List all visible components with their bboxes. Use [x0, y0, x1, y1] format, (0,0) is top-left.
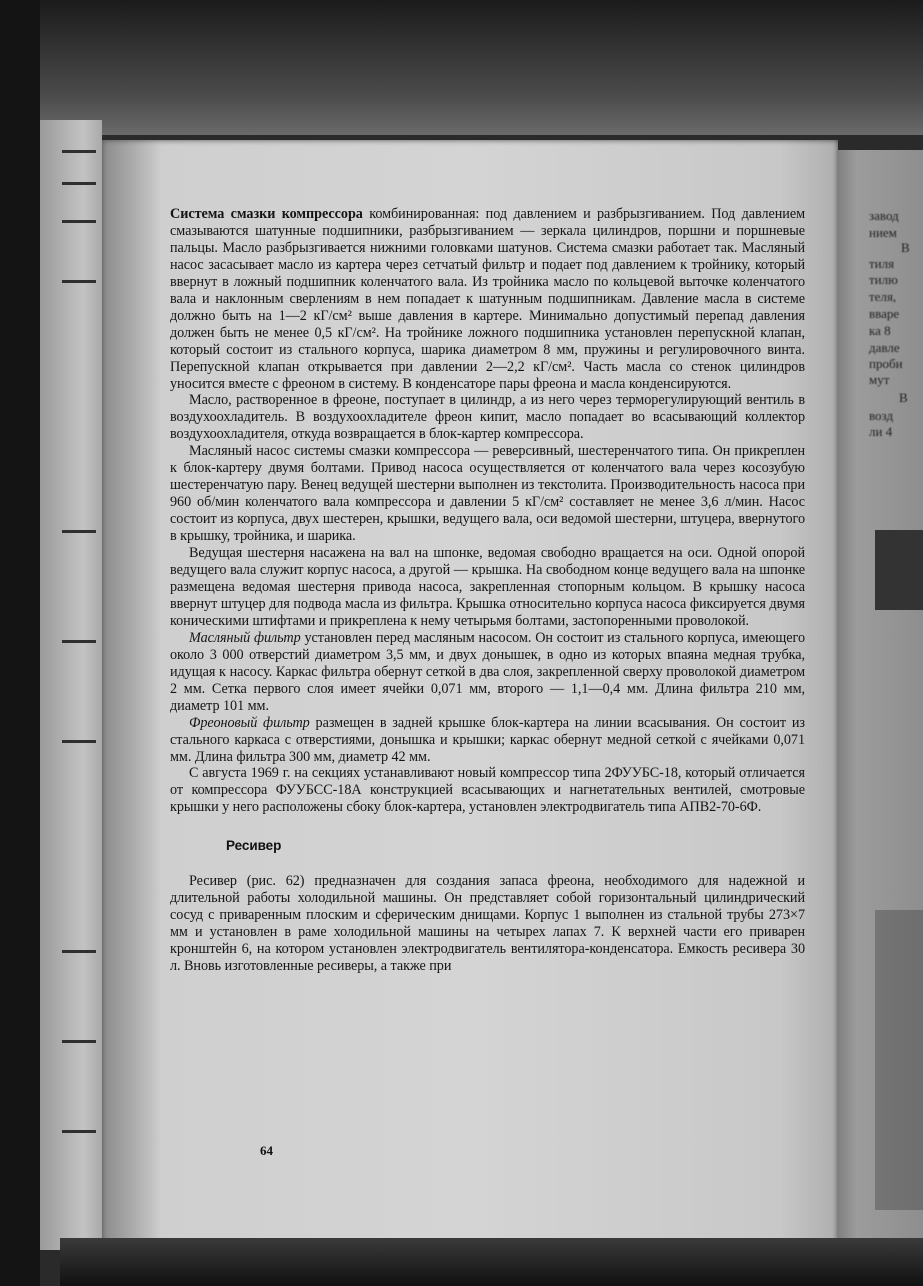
page-edge-mark: [62, 220, 96, 223]
next-page-figure: [875, 530, 923, 610]
next-page-fragment: нием: [869, 225, 897, 240]
next-page-fragment: В: [899, 390, 908, 405]
page-edge-mark: [62, 530, 96, 533]
page-edge-mark: [62, 1130, 96, 1133]
previous-page-edge: [40, 120, 102, 1250]
page-edge-mark: [62, 1040, 96, 1043]
scan-background-left: [0, 0, 40, 1286]
paragraph: Масло, растворенное в фреоне, поступает в цилиндр, а из него через терморегулирующий вентиль в воздухоохладитель. В воздухоохладителе фреон кипит, масло попадает во всасывающий коллектор воздухоохладителя, откуда возвращается в блок-картер компрессора.: [170, 392, 805, 443]
next-page-fragment: давле: [869, 340, 900, 355]
bold-lead: Система смазки компрессора: [170, 206, 363, 222]
next-page-fragment: В: [901, 240, 910, 255]
next-page-fragment: тиля: [869, 256, 895, 271]
next-page-fragment: теля,: [869, 289, 897, 304]
page-text: [170, 206, 805, 975]
page-edge-mark: [62, 280, 96, 283]
scan-background-top: [0, 0, 923, 135]
page-edge-mark: [62, 150, 96, 153]
page-edge-mark: [62, 182, 96, 185]
next-page-fragment: мут: [869, 372, 890, 387]
page-edge-mark: [62, 640, 96, 643]
italic-lead: Фреоновый фильтр: [189, 714, 310, 731]
paragraph: С августа 1969 г. на секциях устанавливают новый компрессор типа 2ФУУБС-18, который отличается от компрессора ФУУБСС-18А конструкцией всасывающих и нагнетательных вентилей, смотровые крышки у него расположены сбоку блок-картера, установлен электродвигатель типа АПВ2-70-6Ф.: [170, 765, 805, 816]
paragraph: Масляный фильтр установлен перед масляным насосом. Он состоит из стального корпуса, имеющего около 3 000 отверстий диаметром 3,5 мм, и двух донышек, в одно из которых впаяна медная трубка, идущая к насосу. Каркас фильтра обернут сеткой в два слоя, закрепленной сверху проволокой диаметром 2 мм. Сетка первого слоя имеет ячейки 0,071 мм, второго — 1,1—0,4 мм. Длина фильтра 210 мм, диаметр 101 мм.: [170, 629, 805, 714]
next-page-fragment: завод: [869, 208, 899, 223]
next-page-fragment: ли 4: [869, 424, 893, 439]
italic-lead: Масляный фильтр: [189, 629, 301, 646]
next-page-fragment: проби: [869, 356, 903, 371]
page-edge-mark: [62, 740, 96, 743]
paragraph: Система смазки компрессора комбинированная: под давлением и разбрызгиванием. Под давлением смазываются шатунные подшипники, разбрызгиванием — зеркала цилиндров, поршни и поршневые пальцы. Масло разбрызгивается нижними головками шатунов. Система смазки работает так. Масляный насос засасывает масло из картера через сетчатый фильтр и подает под давлением к тройнику, который ввернут в ложный подшипник коленчатого вала. Из тройника масло по кольцевой выточке коленчатого вала и наклонным сверлениям в нем попадает к шатунным подшипникам. Давление масла в системе должно быть на 1—2 кГ/см² выше давления в картере. Минимально допустимый перепад давления должен быть не менее 0,5 кГ/см². На тройнике ложного подшипника установлен перепускной клапан, который состоит из стального корпуса, шарика диаметром 8 мм, пружины и регулировочного винта. Перепускной клапан открывается при давлении 2—2,2 кГ/см². Часть масла со стенок цилиндров уносится вместе с фреоном в систему. В конденсаторе пары фреона и масла конденсируются.: [170, 206, 805, 392]
next-page-fragment: ка 8: [869, 323, 891, 338]
next-page-fragment: тилю: [869, 272, 898, 287]
next-page-edge: [835, 150, 923, 1286]
next-page-figure: [875, 910, 923, 1210]
page-number: 64: [260, 1143, 273, 1158]
paragraph: Фреоновый фильтр размещен в задней крышке блок-картера на линии всасывания. Он состоит из стального каркаса с отверстиями, донышка и крышки; каркас обернут медной сеткой с ячейками 0,071 мм. Длина фильтра 300 мм, диаметр 42 мм.: [170, 714, 805, 765]
section-heading: Ресивер: [226, 838, 282, 854]
paragraph: Ведущая шестерня насажена на вал на шпонке, ведомая свободно вращается на оси. Одной опорой ведущего вала служит корпус насоса, а другой — крышка. На свободном конце ведущего вала на шпонке размещена ведомая шестерня привода насоса, закрепленная стопорным кольцом. В крышку насоса ввернут штуцер для подвода масла из фильтра. Крышка относительно корпуса насоса фиксируется двумя коническими штифтами и прикреплена к нему четырьмя болтами, застопоренными проволокой.: [170, 545, 805, 629]
next-page-fragment: вваре: [869, 306, 900, 321]
paragraph: Масляный насос системы смазки компрессора — реверсивный, шестеренчатого типа. Он прикреплен к блок-картеру двумя болтами. Привод насоса осуществляется от коленчатого вала через косозубую шестеренчатую пару. Венец ведущей шестерни выполнен из текстолита. Производительность насоса при 960 об/мин коленчатого вала компрессора и давлении 5 кГ/см² составляет не менее 3,6 л/мин. Насос состоит из корпуса, двух шестерен, крышки, ведущего вала, оси ведомой шестерни, штуцера, ввернутого в крышку, тройника, и шарика.: [170, 443, 805, 545]
scan-background-bottom: [60, 1238, 923, 1286]
page-edge-mark: [62, 950, 96, 953]
paragraph: Ресивер (рис. 62) предназначен для создания запаса фреона, необходимого для надежной и длительной работы холодильной машины. Он представляет собой горизонтальный цилиндрический сосуд с приваренным плоским и сферическим днищами. Корпус 1 выполнен из стальной трубы 273×7 мм и установлен в раме холодильной машины на четырех лапах 7. К верхней части его приварен кронштейн 6, на котором установлен электродвигатель вентилятора-конденсатора. Емкость ресивера 30 л. Вновь изготовленные ресиверы, а также при: [170, 873, 805, 975]
next-page-fragment: возд: [869, 408, 894, 423]
